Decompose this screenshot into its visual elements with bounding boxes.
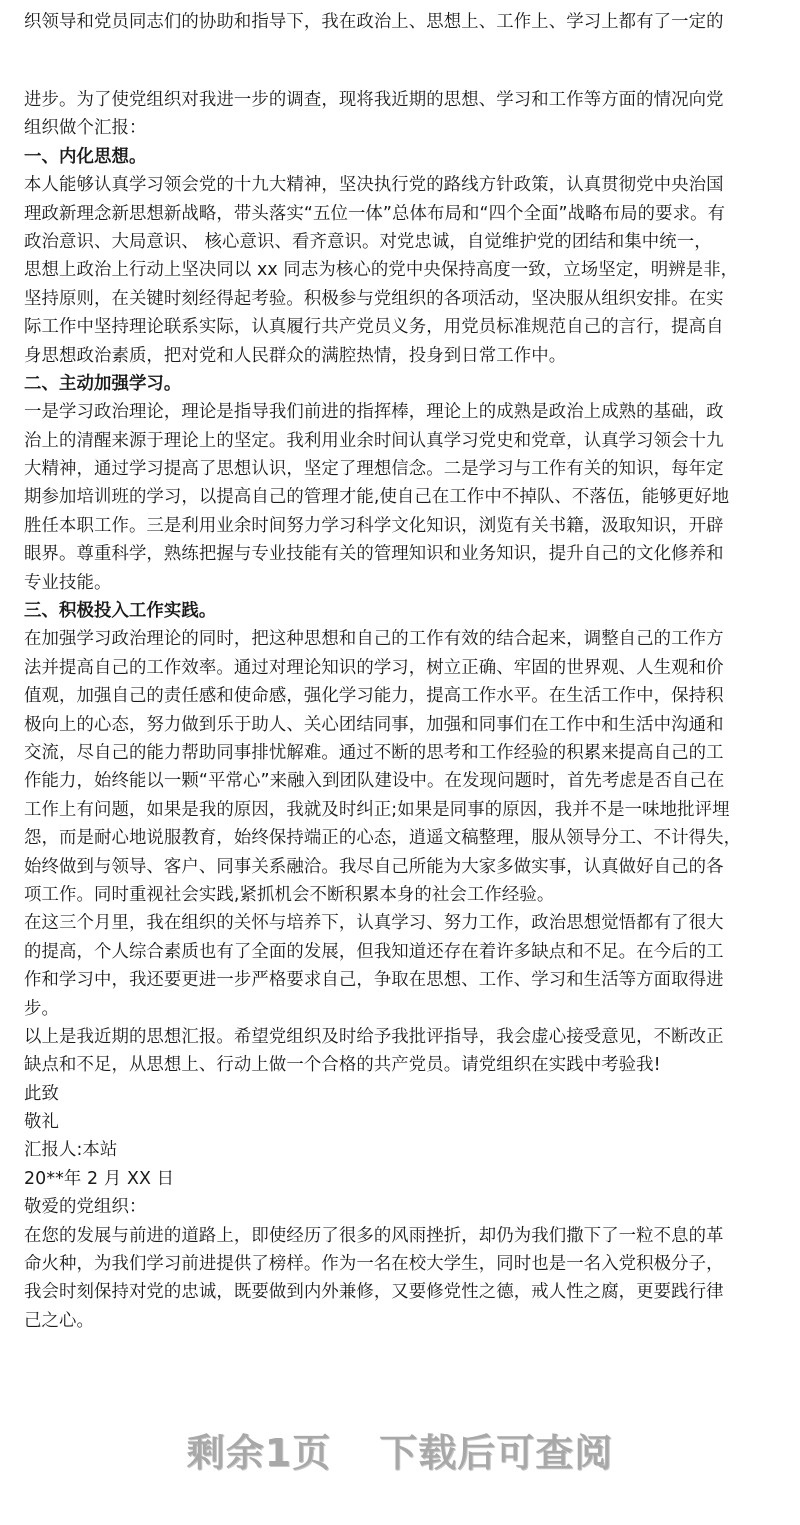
text-line: 极向上的心态，努力做到乐于助人、关心团结同事，加强和同事们在工作中和生活中沟通和 [24,714,724,735]
text-line: 专业技能。 [24,572,112,593]
text-line: 项工作。同时重视社会实践,紧抓机会不断积累本身的社会工作经验。 [24,884,555,905]
section-heading: 二、主动加强学习。 [24,373,182,394]
text-line: 工作上有问题，如果是我的原因，我就及时纠正;如果是同事的原因，我并不是一味地批评埋 [24,799,730,820]
text-line: 作和学习中，我还要更进一步严格要求自己，争取在思想、工作、学习和生活等方面取得进 [24,970,724,991]
text-line: 织领导和党员同志们的协助和指导下，我在政治上、思想上、工作上、学习上都有了一定的 [24,12,724,32]
text-line: 怨，而是耐心地说服教育，始终保持端正的心态，逍遥文稿整理，服从领导分工、不计得失， [24,828,742,849]
text-line: 命火种，为我们学习前进提供了榜样。作为一名在校大学生，同时也是一名入党积极分子， [24,1254,724,1275]
text-line: 法并提高自己的工作效率。通过对理论知识的学习，树立正确、牢固的世界观、人生观和价 [24,657,724,678]
text-line: 20**年 2 月 XX 日 [24,1168,175,1189]
text-line: 在您的发展与前进的道路上，即使经历了很多的风雨挫折，却仍为我们撒下了一粒不息的革 [24,1225,724,1246]
text-line: 理政新理念新思想新战略，带头落实“五位一体”总体布局和“四个全面”战略布局的要求。有 [24,203,726,224]
text-line: 胜任本职工作。三是利用业余时间努力学习科学文化知识，浏览有关书籍，汲取知识，开辟 [24,515,724,536]
text-line: 此致 [24,1083,59,1104]
document-body [24,86,784,1335]
text-line: 政治意识、大局意识、 核心意识、看齐意识。对党忠诚，自觉维护党的团结和集中统一， [24,231,712,252]
text-line: 在加强学习政治理论的同时，把这种思想和自己的工作有效的结合起来，调整自己的工作方 [24,629,724,650]
download-prompt[interactable] [0,1422,800,1477]
text-line: 己之心。 [24,1310,94,1331]
text-line: 期参加培训班的学习，以提高自己的管理才能,使自己在工作中不掉队、不落伍，能够更好地 [24,487,730,508]
text-line: 在这三个月里，我在组织的关怀与培养下，认真学习、努力工作，政治思想觉悟都有了很大 [24,913,724,934]
remaining-pages-label: 剩余1页 [186,1431,332,1475]
text-line: 作能力，始终能以一颗“平常心”来融入到团队建设中。在发现问题时，首先考虑是否自己在 [24,771,725,792]
text-line: 坚持原则，在关键时刻经得起考验。积极参与党组织的各项活动，坚决服从组织安排。在实 [24,288,724,309]
section-heading: 一、内化思想。 [24,146,147,167]
download-hint-label: 下载后可查阅 [379,1431,614,1475]
text-line: 大精神，通过学习提高了思想认识，坚定了理想信念。二是学习与工作有关的知识，每年定 [24,459,724,480]
text-line: 身思想政治素质，把对党和人民群众的满腔热情，投身到日常工作中。 [24,345,567,366]
text-line: 思想上政治上行动上坚决同以 xx 同志为核心的党中央保持高度一致，立场坚定，明辨是非， [24,260,739,281]
text-line: 进步。为了使党组织对我进一步的调查，现将我近期的思想、学习和工作等方面的情况向党 [24,90,724,110]
text-line: 步。 [24,998,59,1019]
text-line: 以上是我近期的思想汇报。希望党组织及时给予我批评指导，我会虚心接受意见，不断改正 [24,1026,724,1047]
text-line: 交流，尽自己的能力帮助同事排忧解难。通过不断的思考和工作经验的积累来提高自己的工 [24,742,724,763]
text-line: 缺点和不足，从思想上、行动上做一个合格的共产党员。请党组织在实践中考验我! [24,1055,661,1076]
document-top-fragment [24,8,784,36]
text-line: 敬爱的党组织： [24,1197,147,1218]
text-line: 治上的清醒来源于理论上的坚定。我利用业余时间认真学习党史和党章，认真学习领会十九 [24,430,724,451]
text-line: 敬礼 [24,1112,59,1133]
text-line: 汇报人:本站 [24,1140,118,1161]
text-line: 我会时刻保持对党的忠诚，既要做到内外兼修，又要修党性之德，戒人性之腐，更要践行律 [24,1282,724,1303]
text-line: 组织做个汇报： [24,118,147,139]
text-line: 眼界。尊重科学，熟练把握与专业技能有关的管理知识和业务知识，提升自己的文化修养和 [24,544,724,565]
text-line: 本人能够认真学习领会党的十九大精神，坚决执行党的路线方针政策，认真贯彻党中央治国 [24,175,724,196]
text-line: 一是学习政治理论，理论是指导我们前进的指挥棒，理论上的成熟是政治上成熟的基础，政 [24,402,724,423]
text-line: 的提高，个人综合素质也有了全面的发展，但我知道还存在着许多缺点和不足。在今后的工 [24,941,724,962]
text-line: 值观，加强自己的责任感和使命感，强化学习能力，提高工作水平。在生活工作中，保持积 [24,686,724,707]
text-line: 始终做到与领导、客户、同事关系融洽。我尽自己所能为大家多做实事，认真做好自己的各 [24,856,724,877]
section-heading: 三、积极投入工作实践。 [24,601,217,622]
text-line: 际工作中坚持理论联系实际，认真履行共产党员义务，用党员标准规范自己的言行，提高自 [24,317,724,338]
